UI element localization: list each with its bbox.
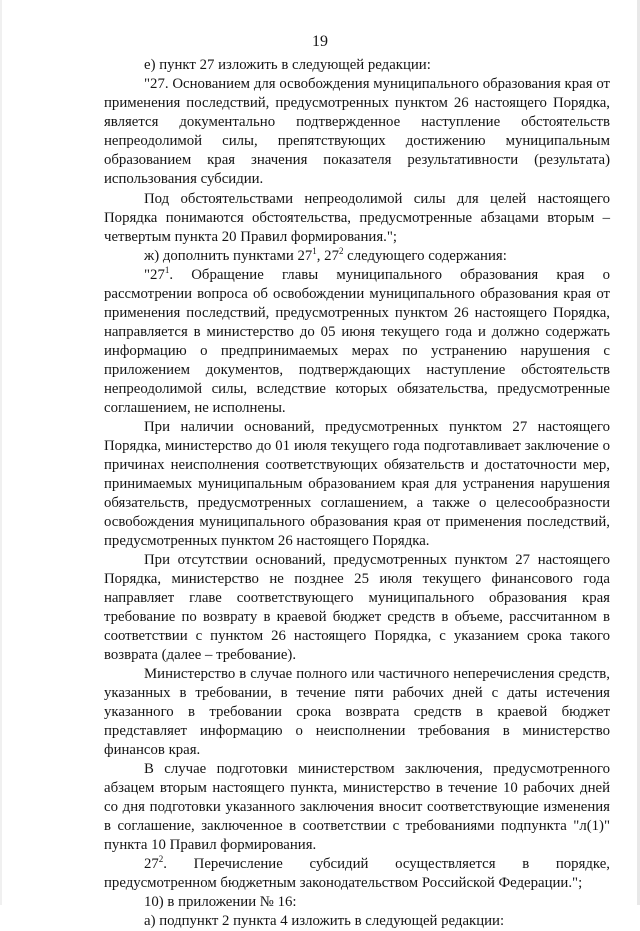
- paragraph: [104, 551, 610, 665]
- paragraph-text: . Обращение главы муниципального образования края о рассмотрении вопроса об освобождении муниципального образования края от применения последствий, предусмотренных пунктом 26 настоящего Порядка, направляется в министерство до 05 июня текущего года и должно содержать информацию о предпринимаемых мерах по устранению нарушения с приложением документов, подтверждающих наступление обстоятельств непреодолимой силы, вследствие которых обязательства, предусмотренные соглашением, не исполнены.: [104, 267, 610, 416]
- superscript: 1: [164, 265, 170, 276]
- paragraph-text: следующего содержания:: [343, 248, 507, 264]
- paragraph-text: . Перечисление субсидий осуществляется в порядке, предусмотренном бюджетным законодательством Российской Федерации.";: [104, 856, 610, 891]
- paragraph: [104, 190, 610, 247]
- paragraph: [104, 893, 610, 912]
- paragraph-text: При отсутствии оснований, предусмотренных пунктом 27 настоящего Порядка, министерство не позднее 25 июля текущего финансового года направляет главе соответствующего муниципального образования края требование по возврату в краевой бюджет средств в объеме, рассчитанном в соответствии с пунктом 26 настоящего Порядка, с указанием срока такого возврата (далее – требование).: [104, 552, 610, 663]
- paragraph: [104, 912, 610, 931]
- paragraph: [104, 247, 610, 266]
- paragraph: [104, 665, 610, 760]
- paragraph-text: В случае подготовки министерством заключения, предусмотренного абзацем вторым настоящего пункта, министерство в течение 10 рабочих дней со дня подготовки указанного заключения вносит соответствующие изменения в соглашение, заключенное в соответствии с требованиями подпункта "л(1)" пункта 10 Правил формирования.: [104, 761, 610, 853]
- paragraph-text: Министерство в случае полного или частичного неперечисления средств, указанных в требовании, в течение пяти рабочих дней с даты истечения указанного в требовании срока возврата средств в краевой бюджет представляет информацию о неисполнении требования в министерство финансов края.: [104, 666, 610, 758]
- superscript: 1: [312, 246, 317, 257]
- superscript: 2: [338, 246, 344, 257]
- paragraph: [104, 56, 610, 75]
- document-body: [104, 56, 610, 931]
- paragraph-text: а) подпункт 2 пункта 4 изложить в следующей редакции:: [144, 913, 505, 929]
- scan-edge-left: [0, 0, 2, 905]
- paragraph-text: Под обстоятельствами непреодолимой силы для целей настоящего Порядка понимаются обстоятельства, предусмотренные абзацами вторым – четвертым пункта 20 Правил формирования.";: [104, 191, 610, 245]
- paragraph: [104, 75, 610, 189]
- paragraph-text: 27: [144, 856, 159, 872]
- paragraph: [104, 266, 610, 418]
- superscript: 2: [158, 854, 164, 865]
- paragraph: [104, 855, 610, 893]
- paragraph-text: ж) дополнить пунктами 27: [144, 248, 313, 264]
- page-number: 19: [312, 33, 328, 50]
- paragraph-text: "27. Основанием для освобождения муниципального образования края от применения последствий, предусмотренных пунктом 26 настоящего Порядка, является документально подтвержденное наступление обстоятельств непреодолимой силы, препятствующих достижению муниципальным образованием края значения показателя результативности (результата) использования субсидии.: [104, 76, 610, 187]
- paragraph-text: , 27: [316, 248, 339, 264]
- paragraph: [104, 418, 610, 551]
- paragraph-text: "27: [144, 267, 165, 283]
- paragraph-text: 10) в приложении № 16:: [144, 894, 297, 910]
- paragraph-text: При наличии оснований, предусмотренных пунктом 27 настоящего Порядка, министерство до 01 июля текущего года подготавливает заключение о причинах неисполнения соответствующих обязательств и достаточности мер, принимаемых муниципальным образованием края для устранения нарушения обязательств, предусмотренных соглашением, а также о целесообразности освобождения муниципального образования края от применения последствий, предусмотренных пунктом 26 настоящего Порядка.: [104, 419, 610, 549]
- paragraph-text: е) пункт 27 изложить в следующей редакции:: [144, 57, 431, 73]
- paragraph: [104, 760, 610, 855]
